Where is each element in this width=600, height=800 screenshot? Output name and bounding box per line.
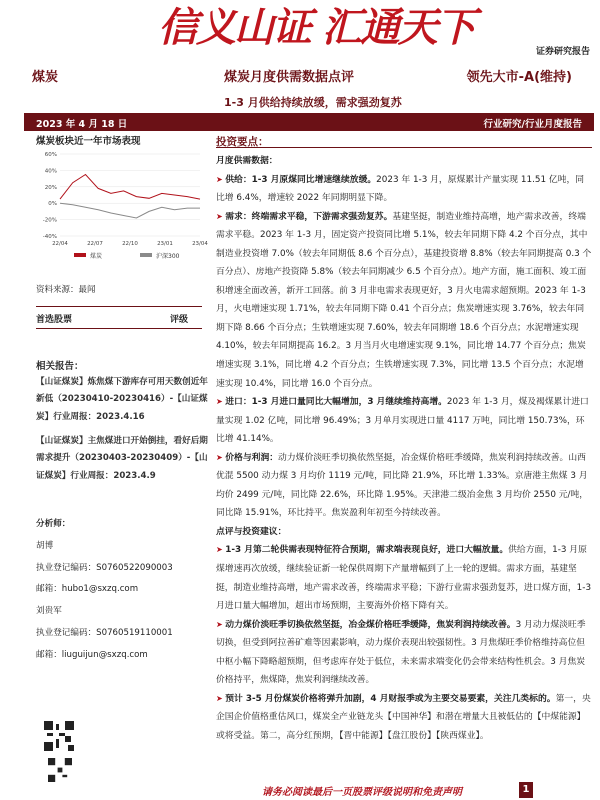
y-tick-label: 20% xyxy=(44,184,57,191)
paragraph-text: 基建坚挺，制造业维持高增，地产需求改善，终端需求平稳。2023 年 1-3 月，固定资产投资同比增 5.1%，较去年同期下降 4.2 个百分点，其中制造业投资增 7.0%（较去年同期低 8.6 个百分点），基建投资增 8.8%（较去年同期提高 0.3 个百分点）、房地产投资降 5.8%（较去年同期减少 6.5 个百分点）。地产方面，施工面积、竣工面积增速全面改善，新开工回落。前 3 月非电需求表现更好，3 月火电需求超预期。2023 年 1-3 月，火电增速实现 1.71%，较去年同期下降 0.41 个百分点；焦炭增速实现 3.76%，较去年同期下降 8.66 个百分点；生铁增速实现 7.60%，较去年同期增 18.6 个百分点；水泥增速实现 4.10%，较去年同期提高 16.2。3 月当月火电增速实现 9.1%，同比增 14.77 个百分点；焦炭增速实现 3.1%，同比增 4.2 个百分点；生铁增速实现 7.3%，同比增 13.5 个百分点；水泥增速实现 10.4%，同比增 16.0 个百分点。 xyxy=(216,211,592,389)
analyst-email[interactable]: 邮箱：liuguijun@sxzq.com xyxy=(36,649,148,660)
x-tick-label: 22/04 xyxy=(52,241,68,247)
footer-disclaimer[interactable]: 请务必阅读最后一页股票评级说明和免责声明 xyxy=(262,787,462,798)
paragraph-lead: 预计 3-5 月份煤炭价格将弹升加剧，4 月财报季或为主要交易要素，关注几类标的。 xyxy=(225,693,556,704)
y-tick-label: -20% xyxy=(42,217,57,224)
x-tick-label: 22/10 xyxy=(122,241,138,247)
report-date: 2023 年 4 月 18 日 xyxy=(36,119,128,130)
divider xyxy=(36,306,202,307)
data-source: 资料来源：最闻 xyxy=(36,285,96,295)
x-tick-label: 23/04 xyxy=(192,241,208,247)
summary-body xyxy=(216,152,592,746)
related-reports-title: 相关报告： xyxy=(36,361,84,372)
bullet-arrow-icon: ➤ xyxy=(216,397,226,407)
header-banner xyxy=(0,0,600,57)
paragraph-text: 第一，央企国企价值格重估风口，煤炭全产业链龙头【中国神华】和潜在增量大且被低估的【中煤能源】或将受益。第二，高分红预期，【晋中能源】【盘江股份】【陕西煤业】。 xyxy=(216,693,591,741)
analysts-title: 分析师： xyxy=(36,519,71,529)
analyst-block xyxy=(36,514,208,667)
rating-column: 评级 xyxy=(169,315,188,325)
analyst-email[interactable]: 邮箱：hubo1@sxzq.com xyxy=(36,584,139,595)
legend-label: 煤炭 xyxy=(90,253,103,260)
stock-pick-column: 首选股票 xyxy=(36,315,73,325)
paragraph-lead: 1-3 月第二轮供需表现特征符合预期，需求端表现良好，进口大幅放量。 xyxy=(225,545,509,556)
paragraph-text: 动力煤价淡旺季切换依然坚挺，冶金煤价格旺季缓降，焦炭利润持续改善。山西优混 5500 动力煤 3 月均价 1119 元/吨，同比降 21.9%，环比增 1.33%。京唐港主焦煤 3 月均价 2499 元/吨，同比降 22.6%，环比降 1.95%。天津港二级冶金焦 3 月均价 2550 元/吨，同比降 15.91%，环比持平。焦炭盈利年初至今持续改善。 xyxy=(216,452,589,519)
bullet-arrow-icon: ➤ xyxy=(216,174,226,184)
x-tick-label: 22/07 xyxy=(87,241,103,247)
qr-code-icon xyxy=(44,721,74,751)
bullet-arrow-icon: ➤ xyxy=(216,452,226,462)
analyst-license: 执业登记编码：S0760522090003 xyxy=(36,562,173,573)
summary-title: 投资要点： xyxy=(216,136,269,148)
paragraph-lead: 供给：1-3 月原煤同比增速继续放缓。 xyxy=(225,174,377,185)
section-heading: 月度供需数据： xyxy=(216,156,278,166)
paragraph-text: 供给方面，1-3 月原煤增速再次放缓，继续验证新一轮保供周期下产量增幅到了上一轮的逻辑。需求方面，基建坚挺，制造业维持高增，地产需求改善，终端需求平稳；下游行业需求强劲复苏，进口煤方面，1-3 月进口量大幅增加，超出市场预期，主要海外价格下降有关。 xyxy=(216,545,592,612)
analyst-license: 执业登记编码：S0760519110001 xyxy=(36,627,173,638)
industry-rating: 领先大市-A(维持) xyxy=(466,70,572,85)
legend-label: 沪深300 xyxy=(156,253,180,260)
sector-label: 煤炭 xyxy=(32,70,59,85)
stock-pick-header xyxy=(36,312,202,326)
performance-chart xyxy=(36,146,208,274)
series-line xyxy=(60,203,200,218)
related-report-item[interactable]: 【山证煤炭】炼焦煤下游库存可用天数创近年新低（20230410-20230416）-【山证煤炭】行业周报：2023.4.16 xyxy=(36,377,208,422)
legend-swatch xyxy=(74,253,86,257)
company-slogan: 信义山证 汇通天下 xyxy=(158,4,474,51)
y-tick-label: 60% xyxy=(44,152,57,158)
paragraph xyxy=(216,393,592,449)
divider xyxy=(216,147,592,148)
paragraph xyxy=(216,449,592,523)
bullet-arrow-icon: ➤ xyxy=(216,693,226,703)
paragraph xyxy=(216,690,592,746)
paragraph-text: 2023 年 1-3 月，原煤累计产量实现 11.51 亿吨，同比增 6.4%，增速较 2022 年同期明显下降。 xyxy=(216,174,585,204)
date-bar xyxy=(24,113,594,131)
bullet-arrow-icon: ➤ xyxy=(216,619,226,629)
legend-swatch xyxy=(140,253,152,257)
performance-chart-svg xyxy=(36,146,208,274)
paragraph xyxy=(216,171,592,208)
x-tick-label: 23/01 xyxy=(157,241,173,247)
paragraph xyxy=(216,541,592,615)
section-heading: 点评与投资建议： xyxy=(216,526,287,537)
paragraph-text: 3 月动力煤淡旺季切换，但受到阿拉善矿难等因素影响，动力煤价表现出较强韧性。3 月焦煤旺季价格维持高位但中枢小幅下降略超预期，但考虑库存处于低位，未来需求端变化仍会带来结构性机会。3 月焦炭价格持平，焦煤降，焦炭利润继续改善。 xyxy=(216,619,586,686)
analyst-name: 刘贵军 xyxy=(36,606,62,617)
related-report-item[interactable]: 【山证煤炭】主焦煤进口开始倒挂，看好后期需求提升（20230403-20230409）-【山证煤炭】行业周报：2023.4.9 xyxy=(36,436,208,481)
performance-chart-title: 煤炭板块近一年市场表现 xyxy=(36,136,141,147)
page-number: 1 xyxy=(519,782,533,798)
paragraph-text: 2023 年 1-3 月，煤及褐煤累计进口量实现 1.02 亿吨，同比增 96.49%；3 月单月实现进口量 4117 万吨，同比增 150.73%，环比增 41.14%。 xyxy=(216,397,589,445)
paragraph-lead: 需求：终端需求平稳，下游需求强劲复苏。 xyxy=(225,211,393,222)
paragraph-lead: 动力煤价淡旺季切换依然坚挺，冶金煤价格旺季缓降，焦炭利润持续改善。 xyxy=(225,619,516,630)
paragraph-lead: 进口：1-3 月进口量同比大幅增加，3 月继续维持高增。 xyxy=(225,397,447,408)
divider xyxy=(36,328,202,329)
y-tick-label: 40% xyxy=(44,168,57,175)
bullet-arrow-icon: ➤ xyxy=(216,545,226,555)
paragraph xyxy=(216,616,592,690)
y-tick-label: 0% xyxy=(48,201,57,208)
paragraph xyxy=(216,208,592,393)
report-type: 煤炭月度供需数据点评 xyxy=(224,70,355,85)
report-tag: 证券研究报告 xyxy=(535,47,590,57)
bullet-arrow-icon: ➤ xyxy=(216,211,226,221)
analyst-name: 胡博 xyxy=(36,540,54,551)
y-tick-label: -40% xyxy=(42,234,57,240)
report-subtitle: 1-3 月供给持续放缓，需求强劲复苏 xyxy=(224,96,402,109)
paragraph-lead: 价格与利润： xyxy=(225,452,279,463)
report-category: 行业研究/行业月度报告 xyxy=(483,119,582,130)
